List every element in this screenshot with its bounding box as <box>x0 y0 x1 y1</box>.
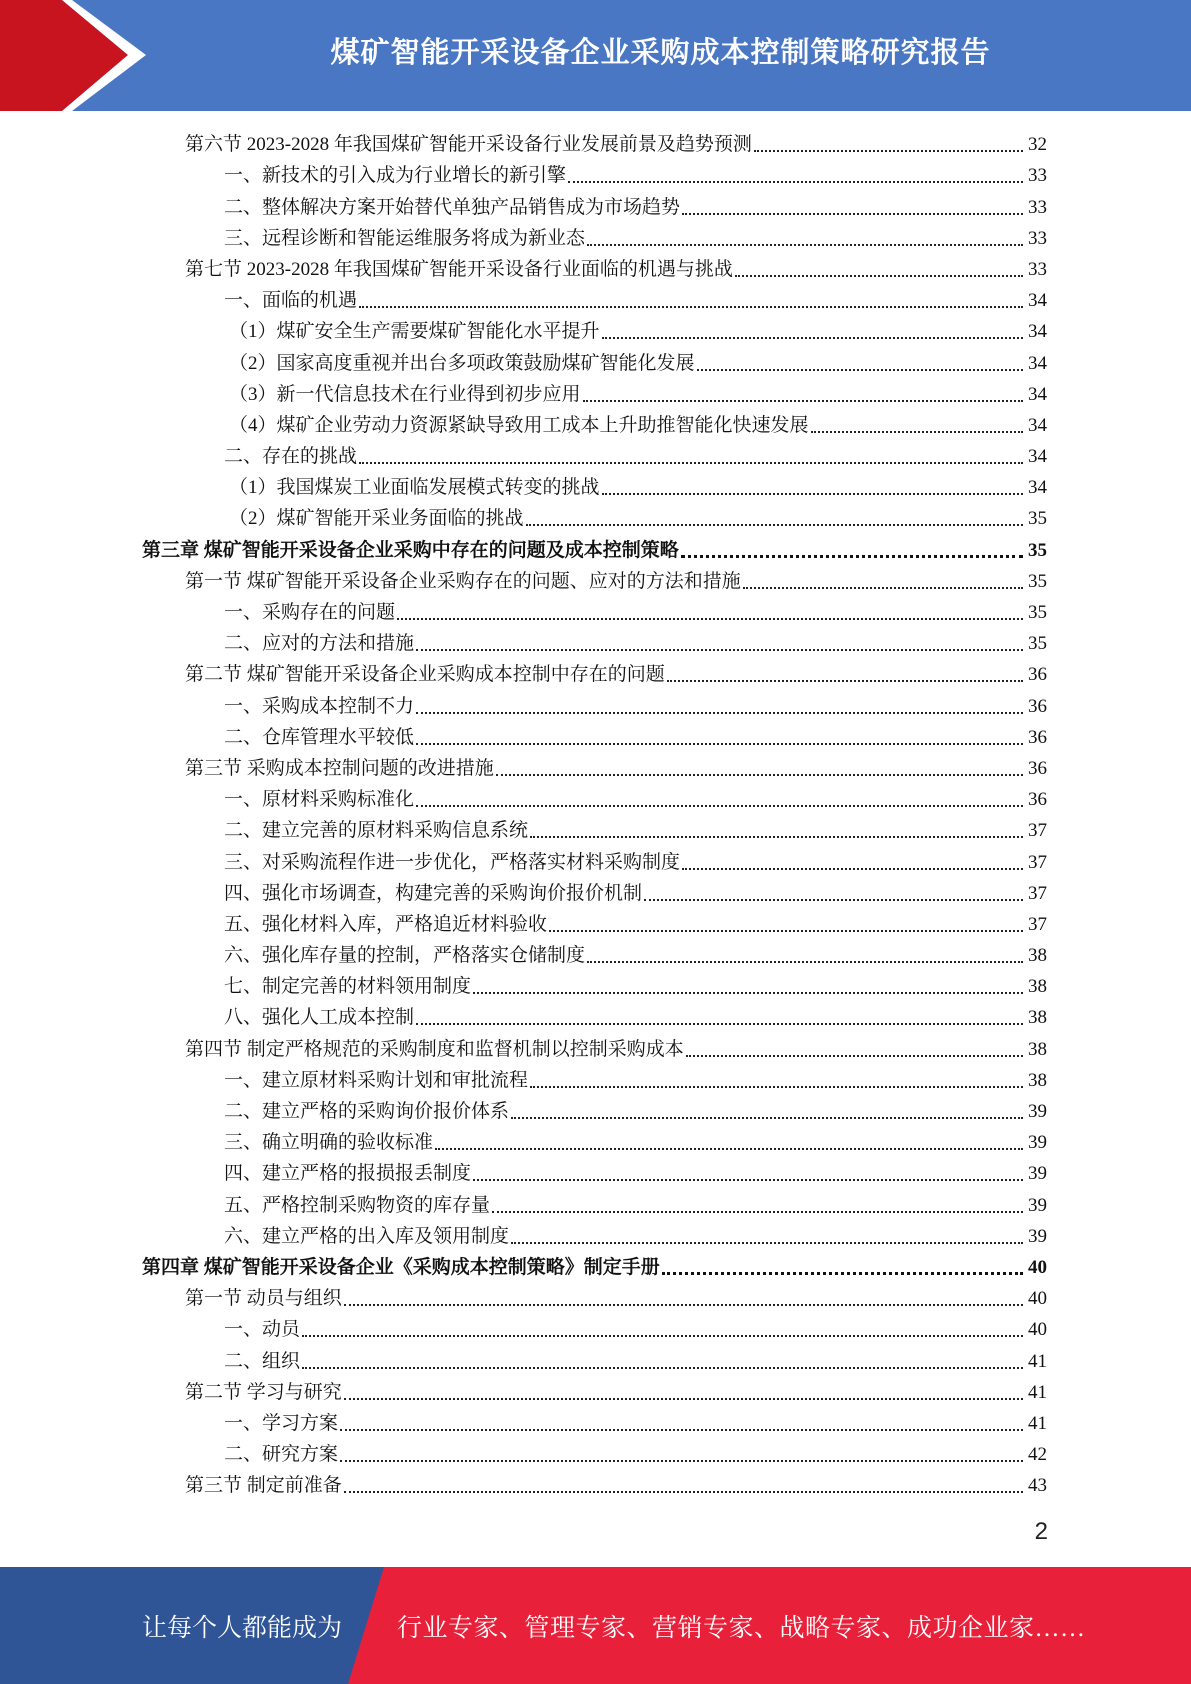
dot-leader <box>340 1429 1023 1431</box>
toc-subsection-entry[interactable] <box>0 501 1191 532</box>
toc-entry-page: 35 <box>1028 508 1047 530</box>
toc-subsection-entry[interactable] <box>0 1219 1191 1250</box>
toc-entry-label: 第七节 2023-2028 年我国煤矿智能开采设备行业面临的机遇与挑战 <box>185 258 733 280</box>
toc-entry-page: 38 <box>1028 1038 1047 1060</box>
toc-entry-page: 36 <box>1028 757 1047 779</box>
toc-subsection-entry[interactable] <box>0 626 1191 657</box>
toc-subsection-entry[interactable] <box>0 1187 1191 1218</box>
toc-section-entry[interactable] <box>0 127 1191 158</box>
toc-entry-label: （1）我国煤炭工业面临发展模式转变的挑战 <box>229 477 600 499</box>
toc-entry-page: 34 <box>1028 290 1047 312</box>
dot-leader <box>492 1211 1023 1213</box>
toc-subsection-entry[interactable] <box>0 283 1191 314</box>
toc-entry-label: 三、确立明确的验收标准 <box>224 1132 434 1154</box>
toc-section-entry[interactable] <box>0 1375 1191 1406</box>
dot-leader <box>587 961 1023 963</box>
toc-entry-page: 40 <box>1028 1256 1047 1278</box>
toc-entry-page: 35 <box>1028 602 1047 623</box>
dot-leader <box>344 1491 1023 1493</box>
dot-leader <box>344 1398 1023 1400</box>
toc-subsection-entry[interactable] <box>0 844 1191 875</box>
dot-leader <box>473 992 1023 994</box>
toc-subsection-entry[interactable] <box>0 688 1191 719</box>
toc-entry-label: 八、强化人工成本控制 <box>224 1007 415 1029</box>
dot-leader <box>682 213 1023 215</box>
toc-section-entry[interactable] <box>0 564 1191 595</box>
toc-entry-label: 四、建立严格的报损报丢制度 <box>224 1163 472 1185</box>
dot-leader <box>530 1086 1023 1088</box>
dot-leader <box>496 774 1023 776</box>
toc-entry-label: （4）煤矿企业劳动力资源紧缺导致用工成本上升助推智能化快速发展 <box>229 414 809 436</box>
toc-entry-page: 35 <box>1028 570 1047 592</box>
toc-entry-page: 41 <box>1028 1412 1047 1434</box>
toc-entry-label: 六、强化库存量的控制，严格落实仓储制度 <box>224 945 586 967</box>
toc-entry-page: 37 <box>1028 820 1047 842</box>
toc-entry-label: 二、仓库管理水平较低 <box>224 726 415 748</box>
toc-entry-label: 第一节 煤矿智能开采设备企业采购存在的问题、应对的方法和措施 <box>185 570 741 592</box>
footer-slogan-left: 让每个人都能成为 <box>142 1614 343 1642</box>
toc-subsection-entry[interactable] <box>0 158 1191 189</box>
toc-subsection-entry[interactable] <box>0 813 1191 844</box>
toc-entry-page: 34 <box>1028 352 1047 374</box>
toc-entry-label: 二、存在的挑战 <box>224 446 358 468</box>
toc-entry-page: 34 <box>1028 446 1047 468</box>
dot-leader <box>473 1179 1023 1181</box>
toc-subsection-entry[interactable] <box>0 595 1191 626</box>
toc-subsection-entry[interactable] <box>0 907 1191 938</box>
dot-leader <box>397 618 1023 620</box>
dot-leader <box>644 899 1023 901</box>
toc-entry-page: 38 <box>1028 1069 1047 1091</box>
report-title: 煤矿智能开采设备企业采购成本控制策略研究报告 <box>330 34 991 69</box>
toc-subsection-entry[interactable] <box>0 345 1191 376</box>
dot-leader <box>302 1367 1023 1369</box>
toc-entry-label: 二、整体解决方案开始替代单独产品销售成为市场趋势 <box>224 196 681 218</box>
dot-leader <box>697 369 1023 371</box>
dot-leader <box>359 462 1023 464</box>
toc-entry-label: 一、原材料采购标准化 <box>224 789 415 811</box>
chevron-arrow-icon <box>0 0 160 111</box>
toc-entry-label: 第二节 煤矿智能开采设备企业采购成本控制中存在的问题 <box>185 664 665 686</box>
toc-subsection-entry[interactable] <box>0 1000 1191 1031</box>
toc-entry-label: （3）新一代信息技术在行业得到初步应用 <box>229 383 581 405</box>
toc-section-entry[interactable] <box>0 252 1191 283</box>
toc-entry-page: 34 <box>1028 321 1047 343</box>
dot-leader <box>662 1272 1023 1275</box>
toc-subsection-entry[interactable] <box>0 720 1191 751</box>
toc-entry-label: 一、采购存在的问题 <box>224 602 396 623</box>
toc-subsection-entry[interactable] <box>0 470 1191 501</box>
toc-subsection-entry[interactable] <box>0 221 1191 252</box>
toc-entry-label: 三、远程诊断和智能运维服务将成为新业态 <box>224 227 586 249</box>
toc-chapter-entry[interactable] <box>0 532 1191 563</box>
toc-entry-page: 39 <box>1028 1194 1047 1216</box>
dot-leader <box>359 306 1023 308</box>
toc-entry-label: 第三节 采购成本控制问题的改进措施 <box>185 757 494 779</box>
toc-entry-label: 二、组织 <box>224 1350 301 1372</box>
toc-entry-label: 一、学习方案 <box>224 1412 339 1434</box>
dot-leader <box>602 493 1023 495</box>
toc-section-entry[interactable] <box>0 1031 1191 1062</box>
toc-entry-page: 39 <box>1028 1101 1047 1122</box>
toc-entry-page: 32 <box>1028 134 1047 156</box>
toc-entry-label: 第六节 2023-2028 年我国煤矿智能开采设备行业发展前景及趋势预测 <box>185 134 752 156</box>
toc-entry-label: 二、建立完善的原材料采购信息系统 <box>224 820 529 842</box>
toc-entry-page: 38 <box>1028 1007 1047 1029</box>
toc-entry-label: 四、强化市场调查，构建完善的采购询价报价机制 <box>224 882 643 904</box>
toc-section-entry[interactable] <box>0 751 1191 782</box>
dot-leader <box>416 805 1023 807</box>
toc-subsection-entry[interactable] <box>0 876 1191 907</box>
page-number: 2 <box>1034 1518 1048 1545</box>
toc-entry-page: 37 <box>1028 851 1047 873</box>
dot-leader <box>435 1148 1023 1150</box>
toc-subsection-entry[interactable] <box>0 938 1191 969</box>
toc-entry-page: 37 <box>1028 882 1047 904</box>
toc-subsection-entry[interactable] <box>0 1156 1191 1187</box>
toc-entry-page: 33 <box>1028 196 1047 218</box>
toc-entry-label: 六、建立严格的出入库及领用制度 <box>224 1225 510 1247</box>
dot-leader <box>511 1117 1023 1119</box>
toc-entry-page: 43 <box>1028 1475 1047 1497</box>
footer-banner <box>0 1567 1191 1684</box>
dot-leader <box>344 1304 1023 1306</box>
toc-entry-label: 七、制定完善的材料领用制度 <box>224 976 472 998</box>
toc-entry-page: 41 <box>1028 1350 1047 1372</box>
toc-chapter-entry[interactable] <box>0 1250 1191 1281</box>
toc-entry-page: 38 <box>1028 945 1047 967</box>
toc-entry-label: 第二节 学习与研究 <box>185 1381 342 1403</box>
toc-subsection-entry[interactable] <box>0 377 1191 408</box>
toc-entry-label: 一、采购成本控制不力 <box>224 695 415 717</box>
toc-entry-page: 39 <box>1028 1163 1047 1185</box>
toc-entry-label: 一、新技术的引入成为行业增长的新引擎 <box>224 165 567 187</box>
toc-entry-page: 36 <box>1028 789 1047 811</box>
dot-leader <box>340 1460 1023 1462</box>
dot-leader <box>416 649 1023 651</box>
dot-leader <box>743 587 1023 589</box>
dot-leader <box>416 1023 1023 1025</box>
toc-section-entry[interactable] <box>0 657 1191 688</box>
dot-leader <box>568 181 1023 183</box>
toc-entry-label: 二、应对的方法和措施 <box>224 633 415 655</box>
toc-entry-label: 第三章 煤矿智能开采设备企业采购中存在的问题及成本控制策略 <box>142 539 679 561</box>
toc-subsection-entry[interactable] <box>0 314 1191 345</box>
toc-entry-label: 第三节 制定前准备 <box>185 1475 342 1497</box>
dot-leader <box>686 1055 1023 1057</box>
dot-leader <box>416 743 1023 745</box>
toc-entry-label: 一、面临的机遇 <box>224 290 358 312</box>
toc-subsection-entry[interactable] <box>0 1063 1191 1094</box>
toc-entry-page: 42 <box>1028 1444 1047 1466</box>
toc-subsection-entry[interactable] <box>0 782 1191 813</box>
toc-entry-label: 五、强化材料入库，严格追近材料验收 <box>224 913 548 935</box>
toc-entry-label: 五、严格控制采购物资的库存量 <box>224 1194 491 1216</box>
toc-entry-page: 34 <box>1028 477 1047 499</box>
toc-entry-page: 33 <box>1028 165 1047 187</box>
toc-entry-page: 41 <box>1028 1381 1047 1403</box>
toc-entry-page: 36 <box>1028 726 1047 748</box>
toc-entry-label: （2）国家高度重视并出台多项政策鼓励煤矿智能化发展 <box>229 352 695 374</box>
toc-entry-page: 40 <box>1028 1319 1047 1341</box>
dot-leader <box>526 524 1023 526</box>
dot-leader <box>416 712 1023 714</box>
toc-entry-label: （1）煤矿安全生产需要煤矿智能化水平提升 <box>229 321 600 343</box>
toc-entry-label: 二、建立严格的采购询价报价体系 <box>224 1101 510 1122</box>
toc-entry-page: 37 <box>1028 913 1047 935</box>
toc-entry-label: 一、动员 <box>224 1319 301 1341</box>
toc-subsection-entry[interactable] <box>0 1094 1191 1125</box>
toc-section-entry[interactable] <box>0 1468 1191 1499</box>
toc-subsection-entry[interactable] <box>0 189 1191 220</box>
toc-entry-page: 39 <box>1028 1132 1047 1154</box>
toc-entry-page: 35 <box>1028 633 1047 655</box>
toc-subsection-entry[interactable] <box>0 1312 1191 1343</box>
dot-leader <box>549 930 1023 932</box>
toc-section-entry[interactable] <box>0 1281 1191 1312</box>
toc-entry-label: 三、对采购流程作进一步优化，严格落实材料采购制度 <box>224 851 681 873</box>
toc-entry-label: 第一节 动员与组织 <box>185 1288 342 1310</box>
toc-subsection-entry[interactable] <box>0 1343 1191 1374</box>
footer-slogan-right: 行业专家、管理专家、营销专家、战略专家、成功企业家…… <box>397 1614 1086 1642</box>
header-banner <box>0 0 1191 111</box>
dot-leader <box>754 150 1023 152</box>
toc-subsection-entry[interactable] <box>0 1406 1191 1437</box>
toc-entry-page: 40 <box>1028 1288 1047 1310</box>
dot-leader <box>681 555 1023 558</box>
toc-entry-page: 36 <box>1028 664 1047 686</box>
dot-leader <box>530 836 1023 838</box>
toc-subsection-entry[interactable] <box>0 439 1191 470</box>
toc-entry-page: 36 <box>1028 695 1047 717</box>
toc-subsection-entry[interactable] <box>0 1125 1191 1156</box>
toc-entry-page: 33 <box>1028 227 1047 249</box>
toc-entry-page: 34 <box>1028 414 1047 436</box>
toc-entry-label: 第四章 煤矿智能开采设备企业《采购成本控制策略》制定手册 <box>142 1256 660 1278</box>
dot-leader <box>587 244 1023 246</box>
toc-entry-page: 34 <box>1028 383 1047 405</box>
toc-entry-label: （2）煤矿智能开采业务面临的挑战 <box>229 508 524 530</box>
toc-entry-page: 35 <box>1028 539 1047 561</box>
toc-entry-label: 一、建立原材料采购计划和审批流程 <box>224 1069 529 1091</box>
toc-subsection-entry[interactable] <box>0 969 1191 1000</box>
toc-entry-label: 二、研究方案 <box>224 1444 339 1466</box>
toc-subsection-entry[interactable] <box>0 1437 1191 1468</box>
dot-leader <box>682 868 1023 870</box>
toc-entry-label: 第四节 制定严格规范的采购制度和监督机制以控制采购成本 <box>185 1038 684 1060</box>
toc-subsection-entry[interactable] <box>0 408 1191 439</box>
toc-entry-page: 39 <box>1028 1225 1047 1247</box>
dot-leader <box>602 337 1023 339</box>
table-of-contents <box>0 127 1191 1499</box>
dot-leader <box>811 431 1023 433</box>
toc-entry-page: 38 <box>1028 976 1047 998</box>
dot-leader <box>583 400 1023 402</box>
dot-leader <box>667 680 1023 682</box>
toc-entry-page: 33 <box>1028 258 1047 280</box>
dot-leader <box>511 1242 1023 1244</box>
dot-leader <box>735 275 1023 277</box>
dot-leader <box>302 1335 1023 1337</box>
